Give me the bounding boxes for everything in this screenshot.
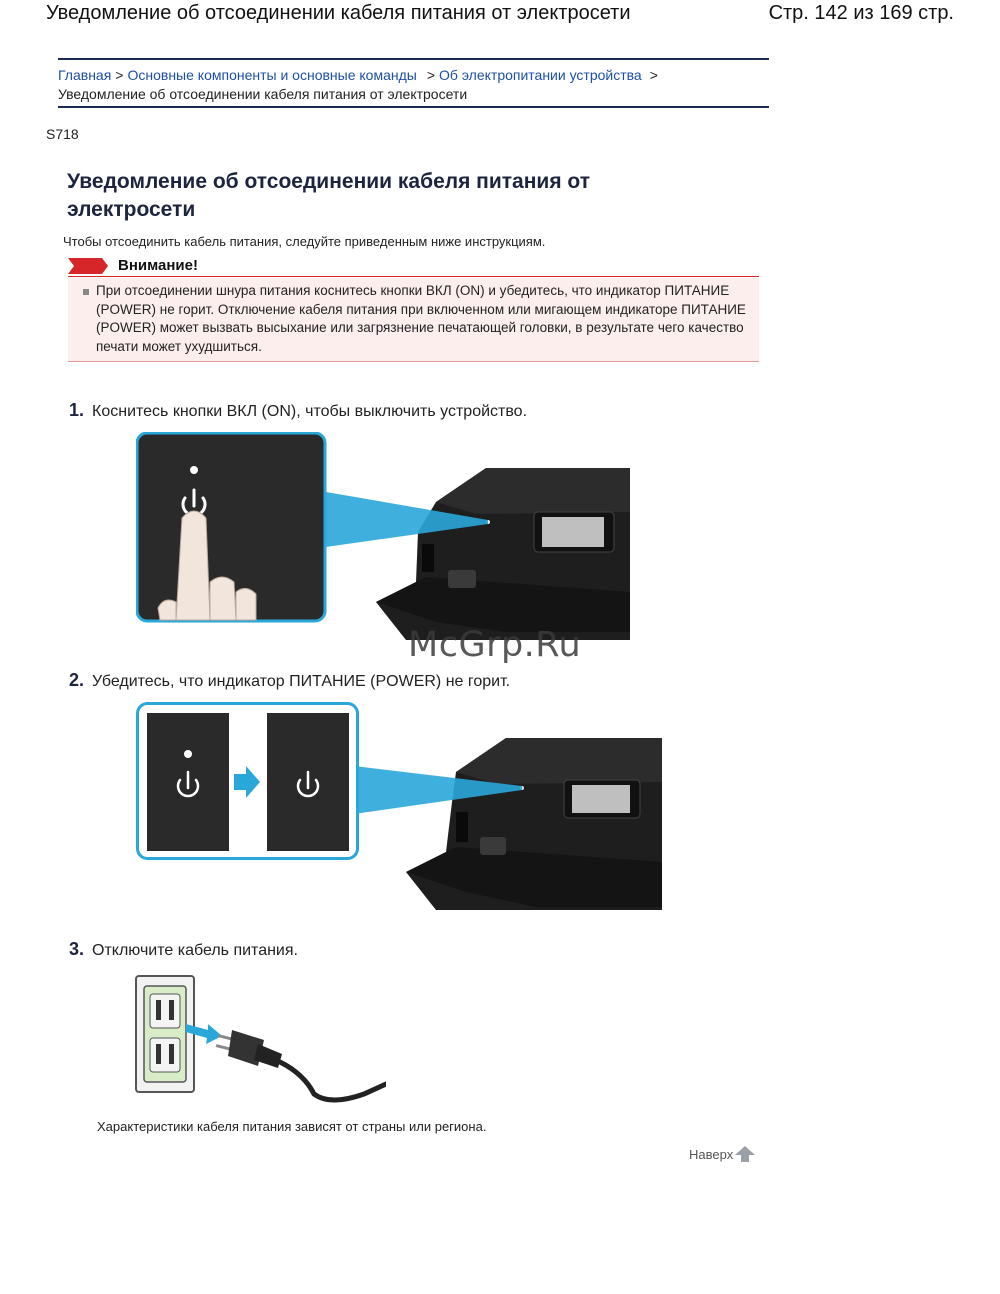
led-compare-inset bbox=[138, 704, 358, 859]
power-led-on-icon bbox=[184, 750, 192, 758]
power-led-icon bbox=[190, 466, 198, 474]
back-to-top-label: Наверх bbox=[689, 1147, 734, 1162]
breadcrumb-link-home[interactable]: Главная bbox=[58, 67, 112, 83]
back-to-top-link[interactable] bbox=[689, 1146, 755, 1162]
breadcrumb bbox=[58, 58, 769, 108]
step-2-illustration bbox=[136, 702, 662, 912]
intro-text: Чтобы отсоединить кабель питания, следуйте приведенным ниже инструкциям. bbox=[63, 234, 546, 249]
wall-outlet-icon bbox=[136, 976, 194, 1092]
page-header-title: Уведомление об отсоединении кабеля питания от электросети bbox=[46, 2, 631, 24]
step-number: 3. bbox=[69, 939, 85, 959]
printer-image bbox=[376, 468, 630, 640]
breadcrumb-link-components[interactable]: Основные компоненты и основные команды bbox=[127, 67, 417, 83]
model-code: S718 bbox=[46, 126, 79, 142]
step-text: Убедитесь, что индикатор ПИТАНИЕ (POWER) не горит. bbox=[92, 673, 511, 690]
step-1 bbox=[69, 400, 527, 421]
caution-label: Внимание! bbox=[118, 257, 198, 274]
printer-image bbox=[406, 738, 662, 910]
arrow-up-icon bbox=[735, 1146, 755, 1162]
note-text: Характеристики кабеля питания зависят от страны или региона. bbox=[97, 1119, 487, 1134]
breadcrumb-current: Уведомление об отсоединении кабеля питания от электросети bbox=[58, 86, 468, 102]
watermark: McGrp.Ru bbox=[408, 625, 582, 665]
breadcrumb-separator: > bbox=[649, 67, 658, 83]
step-number: 1. bbox=[69, 400, 85, 420]
step-2 bbox=[69, 670, 510, 691]
page-counter: Стр. 142 из 169 стр. bbox=[768, 2, 954, 24]
step-number: 2. bbox=[69, 670, 85, 690]
breadcrumb-link-power[interactable]: Об электропитании устройства bbox=[439, 67, 642, 83]
breadcrumb-separator: > bbox=[426, 67, 436, 83]
caution-arrows-icon bbox=[68, 258, 110, 274]
caution-header bbox=[68, 257, 759, 277]
step-text: Коснитесь кнопки ВКЛ (ON), чтобы выключить устройство. bbox=[92, 403, 528, 420]
step-text: Отключите кабель питания. bbox=[92, 942, 298, 959]
step-1-illustration bbox=[136, 432, 630, 642]
power-plug-icon bbox=[216, 1030, 386, 1100]
step-3-illustration bbox=[134, 974, 386, 1106]
page-title: Уведомление об отсоединении кабеля питания от электросети bbox=[67, 170, 591, 221]
breadcrumb-separator: > bbox=[115, 67, 124, 83]
caution-text: При отсоединении шнура питания коснитесь кнопки ВКЛ (ON) и убедитесь, что индикатор ПИТАНИЕ (POWER) не горит. Отключение кабеля питания при включенном или мигающем индикаторе ПИТАНИЕ (POWER) может вызвать высыхание или загрязнение печатающей головки, в результате чего качество печати может ухудшиться. bbox=[96, 283, 746, 354]
caution-body bbox=[68, 278, 759, 362]
step-3 bbox=[69, 939, 298, 960]
power-button-inset bbox=[137, 433, 325, 621]
bullet-icon bbox=[83, 289, 89, 295]
